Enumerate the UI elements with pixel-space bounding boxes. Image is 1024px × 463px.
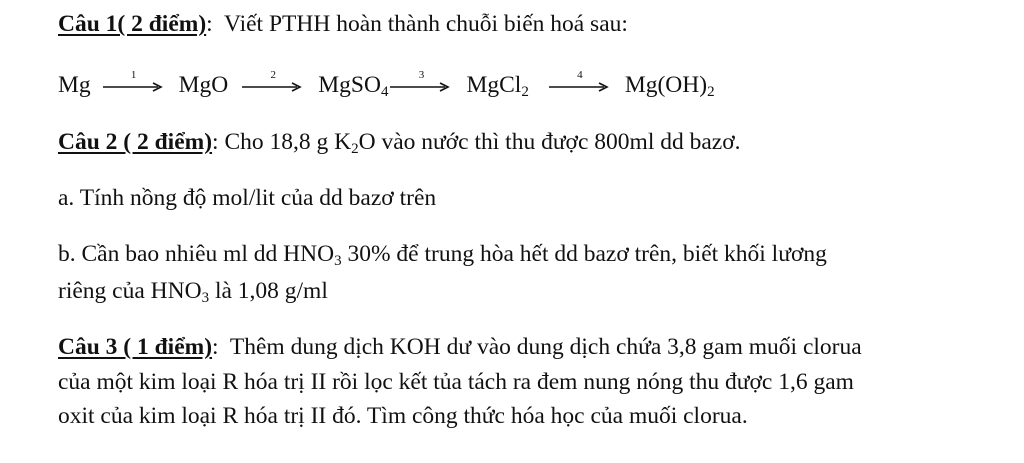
arrow-step-2-label: 2 bbox=[270, 69, 277, 81]
q2-part-b-line1: b. Cần bao nhiêu ml dd $HNO_3$ 30% để trung hòa hết dd bazơ trên, biết khối lương bbox=[58, 241, 827, 269]
q2-text-sub: 2 bbox=[351, 141, 359, 157]
q2-heading-line bbox=[58, 127, 741, 157]
chain-mgoh2: $Mg(OH)_2$ bbox=[624, 72, 715, 100]
arrow-step-4 bbox=[549, 69, 611, 98]
arrow-step-3 bbox=[390, 69, 452, 98]
arrow-step-1-label: 1 bbox=[130, 69, 137, 81]
q2-part-a: a. Tính nồng độ mol/lit của dd bazơ trên bbox=[58, 185, 437, 211]
chain-mgso4: MgSO$_4$ bbox=[318, 72, 389, 100]
q2-part-b-line2: riêng của $HNO_3$ là 1,08 g/ml bbox=[58, 278, 328, 306]
q3-line3: oxit của kim loại R hóa trị II đó. Tìm công thức hóa học của muối clorua. bbox=[58, 403, 748, 429]
chain-mgcl2: MgCl$_2$ bbox=[466, 72, 529, 100]
q2-text-b: O vào nước thì thu được 800ml dd bazơ. bbox=[358, 129, 741, 155]
q2-label: Câu 2 ( 2 điểm) bbox=[58, 129, 213, 155]
arrow-step-2 bbox=[242, 69, 304, 98]
q3-label: Câu 3 ( 1 điểm) bbox=[58, 334, 213, 360]
chain-mg: Mg bbox=[58, 72, 91, 98]
q3-heading-line bbox=[58, 332, 862, 362]
q3-line1-text: : Thêm dung dịch KOH dư vào dung dịch chứa 3,8 gam muối clorua bbox=[212, 334, 862, 360]
q1-label: Câu 1( 2 điểm) bbox=[58, 11, 207, 37]
q3-line2: của một kim loại R hóa trị II rồi lọc kết tủa tách ra đem nung nóng thu được 1,6 gam bbox=[58, 369, 854, 395]
q1-heading-line bbox=[58, 9, 628, 39]
q1-separator: : bbox=[206, 11, 213, 37]
q1-text: Viết PTHH hoàn thành chuỗi biến hoá sau: bbox=[212, 11, 628, 37]
arrow-step-1 bbox=[103, 69, 165, 98]
reaction-chain bbox=[58, 70, 715, 100]
q2-text-a: : Cho 18,8 g K bbox=[212, 129, 352, 155]
arrow-step-3-label: 3 bbox=[418, 69, 425, 81]
arrow-step-4-label: 4 bbox=[577, 69, 583, 81]
chain-mgo: MgO bbox=[178, 72, 229, 98]
